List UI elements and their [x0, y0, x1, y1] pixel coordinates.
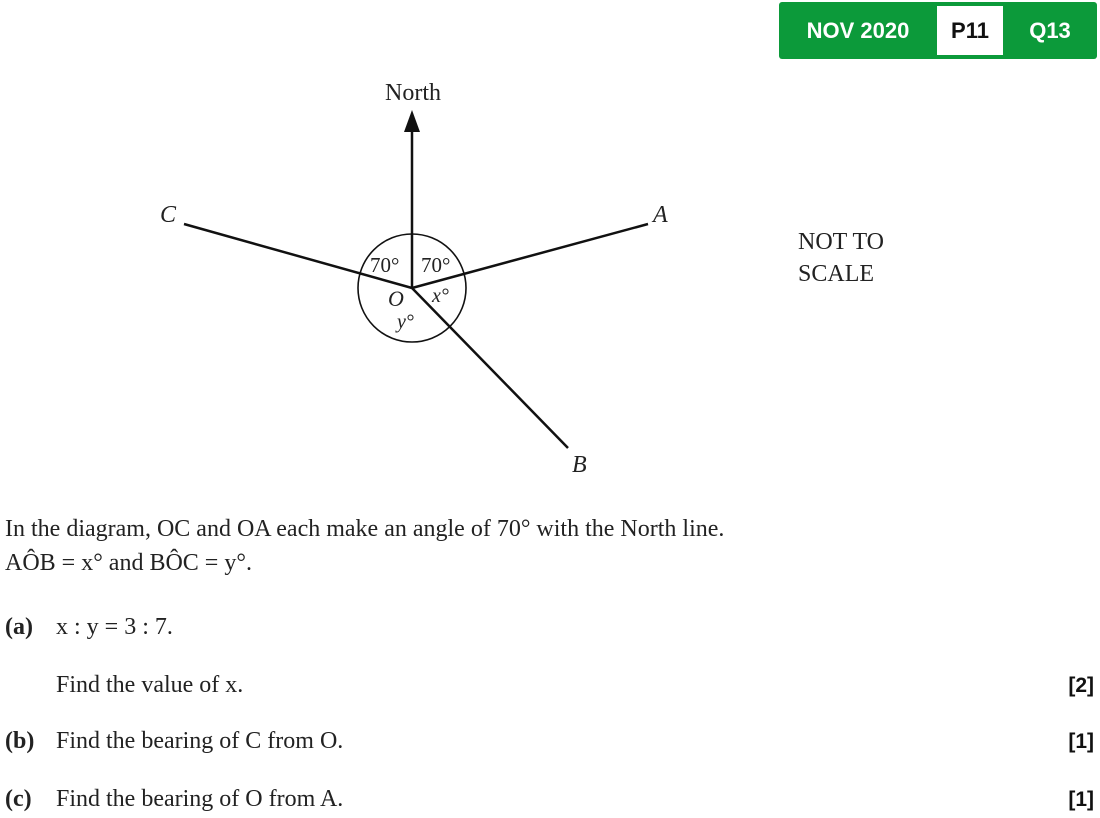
point-o-label: O	[388, 286, 404, 311]
question-c-label: (c)	[5, 786, 32, 812]
point-c-label: C	[160, 202, 177, 228]
question-b-text: Find the bearing of C from O.	[56, 728, 344, 754]
point-b-label: B	[572, 452, 587, 478]
question-a-statement: x : y = 3 : 7.	[56, 614, 173, 640]
question-b-marks: [1]	[1068, 730, 1094, 753]
badge-paper: P11	[937, 6, 1003, 55]
not-to-scale-line2: SCALE	[798, 261, 875, 287]
angle-y-label: y°	[397, 311, 414, 333]
question-c-text: Find the bearing of O from A.	[56, 786, 344, 812]
question-a-text: Find the value of x.	[56, 672, 244, 698]
intro-line-2: AÔB = x° and BÔC = y°.	[5, 550, 252, 576]
question-a-label: (a)	[5, 614, 33, 640]
not-to-scale-line1: NOT TO	[798, 229, 885, 255]
angle-left-label: 70°	[370, 253, 400, 277]
badge-date: NOV 2020	[806, 18, 910, 43]
question-c-marks: [1]	[1068, 788, 1094, 811]
intro-line-1: In the diagram, OC and OA each make an angle of 70° with the North line.	[5, 516, 725, 542]
badge-question: Q13	[1029, 18, 1071, 43]
question-a-marks: [2]	[1068, 674, 1094, 697]
angle-right-label: 70°	[421, 253, 451, 277]
not-to-scale-note	[798, 226, 884, 290]
north-arrow-icon	[404, 110, 420, 132]
angle-x-label: x°	[432, 285, 449, 307]
line-ob	[412, 288, 568, 448]
north-label: North	[385, 80, 441, 106]
question-b-label: (b)	[5, 728, 35, 754]
point-a-label: A	[653, 202, 668, 228]
